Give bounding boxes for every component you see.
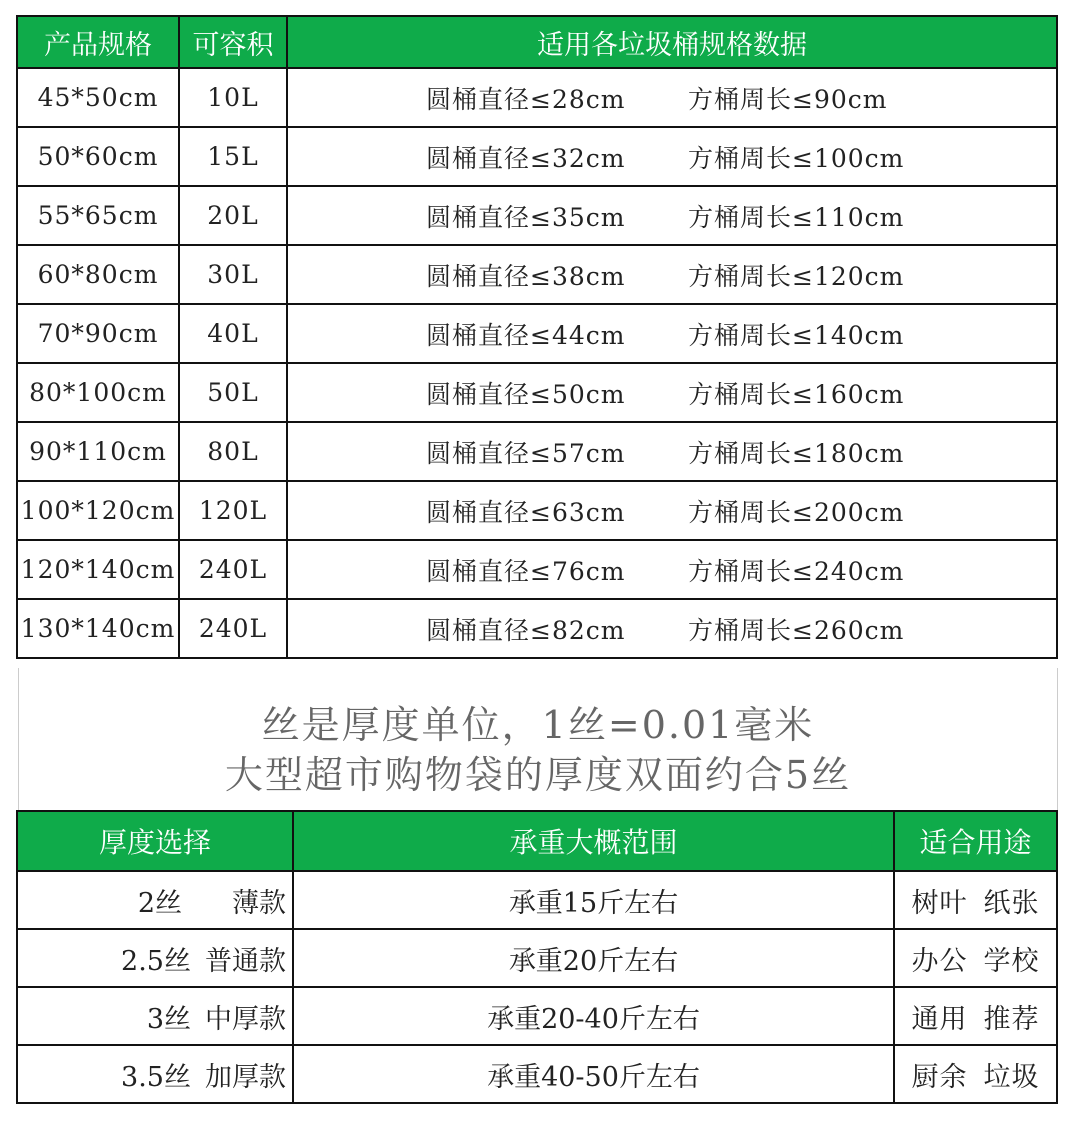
bag-size-cell: 60*80cm: [17, 245, 179, 304]
volume-cell: 240L: [179, 599, 287, 658]
thickness-cell: [17, 1045, 293, 1103]
bag-size-cell: 100*120cm: [17, 481, 179, 540]
round-bin-diameter: 圆桶直径≤82cm: [426, 615, 626, 645]
bag-size-cell: 70*90cm: [17, 304, 179, 363]
load-range-cell: 承重20-40斤左右: [293, 987, 894, 1045]
fit-data-cell: [287, 481, 1057, 540]
round-bin-diameter: 圆桶直径≤76cm: [426, 556, 626, 586]
load-range-cell: 承重15斤左右: [293, 871, 894, 929]
fit-data-cell: [287, 127, 1057, 186]
spec-row: [17, 68, 1057, 127]
volume-cell: 30L: [179, 245, 287, 304]
header-usage: 适合用途: [894, 811, 1057, 871]
note-line-reference: 大型超市购物袋的厚度双面约合5丝: [224, 753, 852, 797]
volume-cell: 50L: [179, 363, 287, 422]
usage-primary: 办公: [911, 945, 968, 977]
header-fit-data: 适用各垃圾桶规格数据: [287, 16, 1057, 68]
volume-cell: 240L: [179, 540, 287, 599]
spec-row: [17, 481, 1057, 540]
bag-size-cell: 45*50cm: [17, 68, 179, 127]
thickness-style: 普通款: [205, 945, 286, 977]
square-bin-perimeter: 方桶周长≤160cm: [688, 379, 905, 409]
thickness-cell: [17, 987, 293, 1045]
usage-secondary: 垃圾: [983, 1061, 1040, 1093]
thickness-cell: [17, 871, 293, 929]
square-bin-perimeter: 方桶周长≤90cm: [688, 84, 888, 114]
fit-data-cell: [287, 68, 1057, 127]
thickness-value: 3.5丝: [121, 1061, 191, 1093]
bag-size-cell: 120*140cm: [17, 540, 179, 599]
thickness-row: [17, 871, 1057, 929]
fit-data-cell: [287, 599, 1057, 658]
round-bin-diameter: 圆桶直径≤57cm: [426, 438, 626, 468]
usage-secondary: 纸张: [983, 887, 1040, 919]
thickness-row: [17, 929, 1057, 987]
header-thickness: 厚度选择: [17, 811, 293, 871]
thickness-table: [16, 810, 1058, 1104]
fit-data-cell: [287, 245, 1057, 304]
spec-row: [17, 186, 1057, 245]
thickness-row: [17, 987, 1057, 1045]
round-bin-diameter: 圆桶直径≤44cm: [426, 320, 626, 350]
bag-size-cell: 130*140cm: [17, 599, 179, 658]
usage-secondary: 学校: [983, 945, 1040, 977]
thickness-header-row: [17, 811, 1057, 871]
square-bin-perimeter: 方桶周长≤180cm: [688, 438, 905, 468]
fit-data-cell: [287, 363, 1057, 422]
round-bin-diameter: 圆桶直径≤32cm: [426, 143, 626, 173]
round-bin-diameter: 圆桶直径≤35cm: [426, 202, 626, 232]
bag-size-cell: 55*65cm: [17, 186, 179, 245]
thickness-value: 2丝: [137, 887, 182, 919]
spec-row: [17, 304, 1057, 363]
usage-secondary: 推荐: [983, 1003, 1040, 1035]
spec-header-row: [17, 16, 1057, 68]
fit-data-cell: [287, 540, 1057, 599]
round-bin-diameter: 圆桶直径≤50cm: [426, 379, 626, 409]
bag-size-cell: 50*60cm: [17, 127, 179, 186]
spec-row: [17, 540, 1057, 599]
usage-primary: 通用: [911, 1003, 968, 1035]
square-bin-perimeter: 方桶周长≤240cm: [688, 556, 905, 586]
spec-row: [17, 363, 1057, 422]
spec-row: [17, 245, 1057, 304]
spec-row: [17, 599, 1057, 658]
load-range-cell: 承重20斤左右: [293, 929, 894, 987]
spec-row: [17, 422, 1057, 481]
usage-cell: [894, 1045, 1057, 1103]
volume-cell: 120L: [179, 481, 287, 540]
volume-cell: 10L: [179, 68, 287, 127]
volume-cell: 80L: [179, 422, 287, 481]
usage-cell: [894, 987, 1057, 1045]
header-volume: 可容积: [179, 16, 287, 68]
thickness-style: 中厚款: [205, 1003, 286, 1035]
square-bin-perimeter: 方桶周长≤260cm: [688, 615, 905, 645]
load-range-cell: 承重40-50斤左右: [293, 1045, 894, 1103]
usage-cell: [894, 929, 1057, 987]
usage-primary: 厨余: [911, 1061, 968, 1093]
thickness-style: 薄款: [232, 887, 286, 919]
round-bin-diameter: 圆桶直径≤38cm: [426, 261, 626, 291]
volume-cell: 15L: [179, 127, 287, 186]
square-bin-perimeter: 方桶周长≤140cm: [688, 320, 905, 350]
square-bin-perimeter: 方桶周长≤100cm: [688, 143, 905, 173]
square-bin-perimeter: 方桶周长≤110cm: [688, 202, 905, 232]
usage-primary: 树叶: [911, 887, 968, 919]
thickness-style: 加厚款: [205, 1061, 286, 1093]
fit-data-cell: [287, 422, 1057, 481]
fit-data-cell: [287, 186, 1057, 245]
square-bin-perimeter: 方桶周长≤120cm: [688, 261, 905, 291]
thickness-value: 2.5丝: [121, 945, 191, 977]
note-line-unit: 丝是厚度单位，1丝=0.01毫米: [261, 703, 815, 747]
thickness-note: [18, 668, 1058, 810]
bag-size-cell: 90*110cm: [17, 422, 179, 481]
fit-data-cell: [287, 304, 1057, 363]
bag-size-cell: 80*100cm: [17, 363, 179, 422]
round-bin-diameter: 圆桶直径≤63cm: [426, 497, 626, 527]
round-bin-diameter: 圆桶直径≤28cm: [426, 84, 626, 114]
header-load-range: 承重大概范围: [293, 811, 894, 871]
volume-cell: 40L: [179, 304, 287, 363]
thickness-row: [17, 1045, 1057, 1103]
square-bin-perimeter: 方桶周长≤200cm: [688, 497, 905, 527]
thickness-cell: [17, 929, 293, 987]
volume-cell: 20L: [179, 186, 287, 245]
header-product-size: 产品规格: [17, 16, 179, 68]
bag-spec-table: [16, 15, 1058, 659]
spec-row: [17, 127, 1057, 186]
thickness-value: 3丝: [146, 1003, 191, 1035]
usage-cell: [894, 871, 1057, 929]
